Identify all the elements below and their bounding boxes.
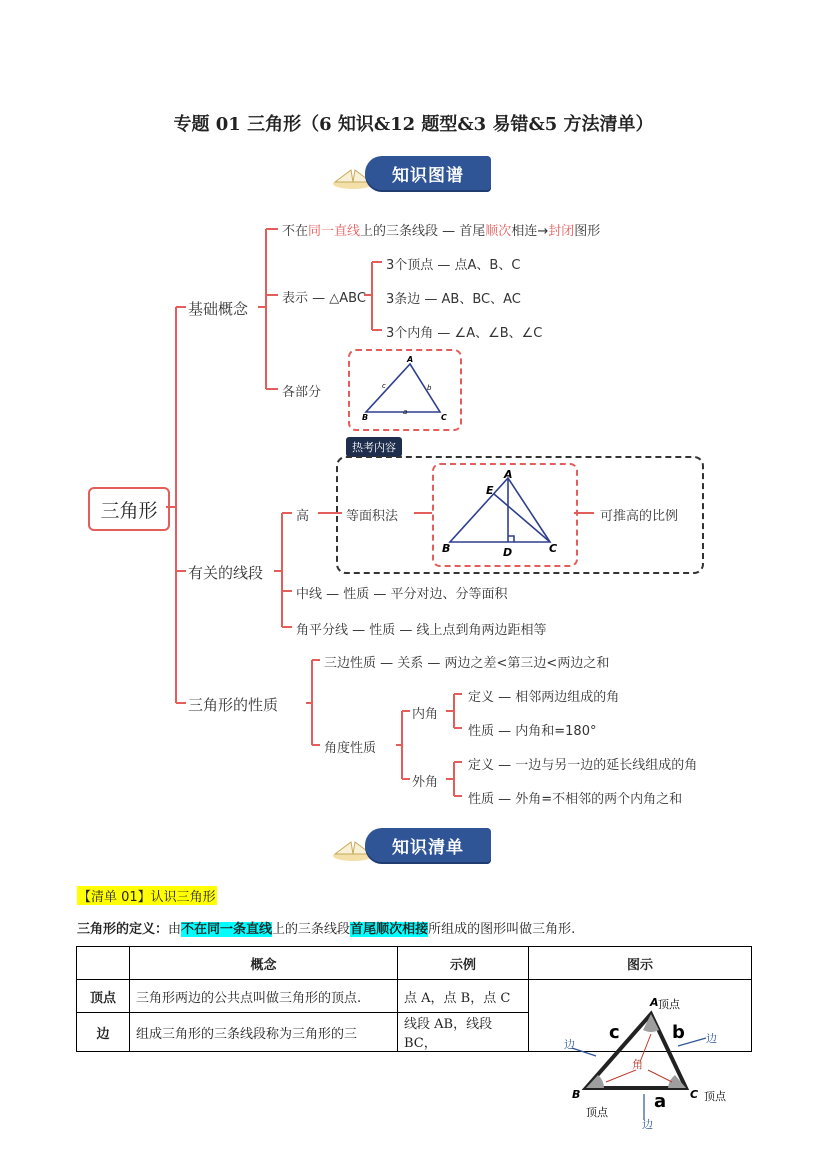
list-heading: 【清单 01】认识三角形 bbox=[77, 886, 217, 905]
fig-vertex-B: 顶点 bbox=[586, 1106, 608, 1119]
table-header bbox=[77, 947, 130, 980]
fig-side-label-right: 边 bbox=[706, 1032, 717, 1045]
table-cell: 边 bbox=[77, 1013, 130, 1052]
parts-label-c: c bbox=[382, 382, 386, 390]
table-header: 图示 bbox=[529, 947, 752, 980]
parts-line: 各部分 bbox=[282, 385, 322, 400]
interior-angle-label: 内角 bbox=[412, 707, 439, 722]
fig-label-b: b bbox=[672, 1022, 685, 1043]
table-header: 示例 bbox=[398, 947, 529, 980]
median-line: 中线 — 性质 — 平分对边、分等面积 bbox=[296, 587, 508, 602]
knowledge-list-banner bbox=[331, 826, 501, 862]
fig-label-a: a bbox=[654, 1091, 667, 1112]
height-label: 高 bbox=[296, 509, 310, 524]
table-cell: 线段 AB，线段 BC， bbox=[398, 1013, 529, 1052]
definition-line: 不在同一直线上的三条线段 — 首尾顺次相连→封闭图形 bbox=[282, 224, 601, 239]
parts-label-A: A bbox=[407, 355, 414, 364]
interior-def-line: 定义 — 相邻两边组成的角 bbox=[468, 690, 620, 705]
exterior-def-line: 定义 — 一边与另一边的延长线组成的角 bbox=[468, 758, 698, 773]
height-label-C: C bbox=[549, 542, 558, 555]
table-cell: 点 A，点 B，点 C bbox=[398, 980, 529, 1013]
fig-vertex-A: 顶点 bbox=[658, 998, 680, 1011]
basic-concepts-label: 基础概念 bbox=[188, 300, 249, 318]
interior-prop-line: 性质 — 内角和=180° bbox=[468, 724, 597, 739]
triangle-definition: 三角形的定义：由不在同一条直线上的三条线段首尾顺次相接所组成的图形叫做三角形. bbox=[77, 922, 576, 937]
exterior-angle-label: 外角 bbox=[412, 775, 439, 790]
fig-label-B: B bbox=[572, 1088, 581, 1101]
page-title: 专题 01 三角形（6 知识&12 题型&3 易错&5 方法清单） bbox=[173, 114, 654, 135]
height-label-E: E bbox=[486, 484, 494, 497]
fig-label-C: C bbox=[690, 1088, 699, 1101]
parts-label-b: b bbox=[427, 384, 432, 392]
exterior-prop-line: 性质 — 外角=不相邻的两个内角之和 bbox=[468, 792, 683, 807]
hot-topic-badge: 热考内容 bbox=[346, 437, 402, 457]
fig-side-label-bottom: 边 bbox=[642, 1118, 653, 1130]
height-triangle-figure bbox=[436, 468, 572, 560]
parts-triangle-figure bbox=[350, 352, 458, 426]
height-label-B: B bbox=[442, 542, 451, 555]
table-header-row bbox=[77, 947, 752, 980]
fig-vertex-C: 顶点 bbox=[704, 1090, 726, 1103]
height-label-A: A bbox=[504, 468, 513, 481]
parts-label-B: B bbox=[362, 413, 369, 422]
three-sides-line: 三边性质 — 关系 — 两边之差<第三边<两边之和 bbox=[324, 656, 610, 671]
equal-area-label: 等面积法 bbox=[346, 509, 399, 524]
related-segments-label: 有关的线段 bbox=[188, 564, 264, 582]
parts-label-a: a bbox=[403, 408, 408, 416]
fig-label-A: A bbox=[650, 996, 659, 1009]
triangle-parts-illustration bbox=[556, 990, 756, 1130]
fig-side-label-left: 边 bbox=[564, 1038, 575, 1051]
table-header: 概念 bbox=[130, 947, 398, 980]
bisector-line: 角平分线 — 性质 — 线上点到角两边距相等 bbox=[296, 623, 547, 638]
banner-label: 知识图谱 bbox=[365, 156, 491, 190]
fig-angle-label: 角 bbox=[632, 1058, 643, 1071]
fig-label-c: c bbox=[609, 1022, 620, 1043]
mindmap-root: 三角形 bbox=[88, 487, 170, 531]
table-cell: 三角形两边的公共点叫做三角形的顶点. bbox=[130, 980, 398, 1013]
notation-line: 表示 — △ABC bbox=[282, 291, 366, 306]
parts-label-C: C bbox=[441, 413, 447, 422]
banner-label: 知识清单 bbox=[365, 828, 491, 862]
sides-line: 3条边 — AB、BC、AC bbox=[386, 292, 521, 307]
height-label-D: D bbox=[503, 546, 513, 559]
angle-property-label: 角度性质 bbox=[324, 741, 377, 756]
ratio-label: 可推高的比例 bbox=[600, 509, 679, 524]
vertices-line: 3个顶点 — 点A、B、C bbox=[386, 258, 521, 273]
properties-label: 三角形的性质 bbox=[188, 696, 279, 714]
table-cell: 顶点 bbox=[77, 980, 130, 1013]
table-cell: 组成三角形的三条线段称为三角形的三 bbox=[130, 1013, 398, 1052]
angles-line: 3个内角 — ∠A、∠B、∠C bbox=[386, 326, 543, 341]
